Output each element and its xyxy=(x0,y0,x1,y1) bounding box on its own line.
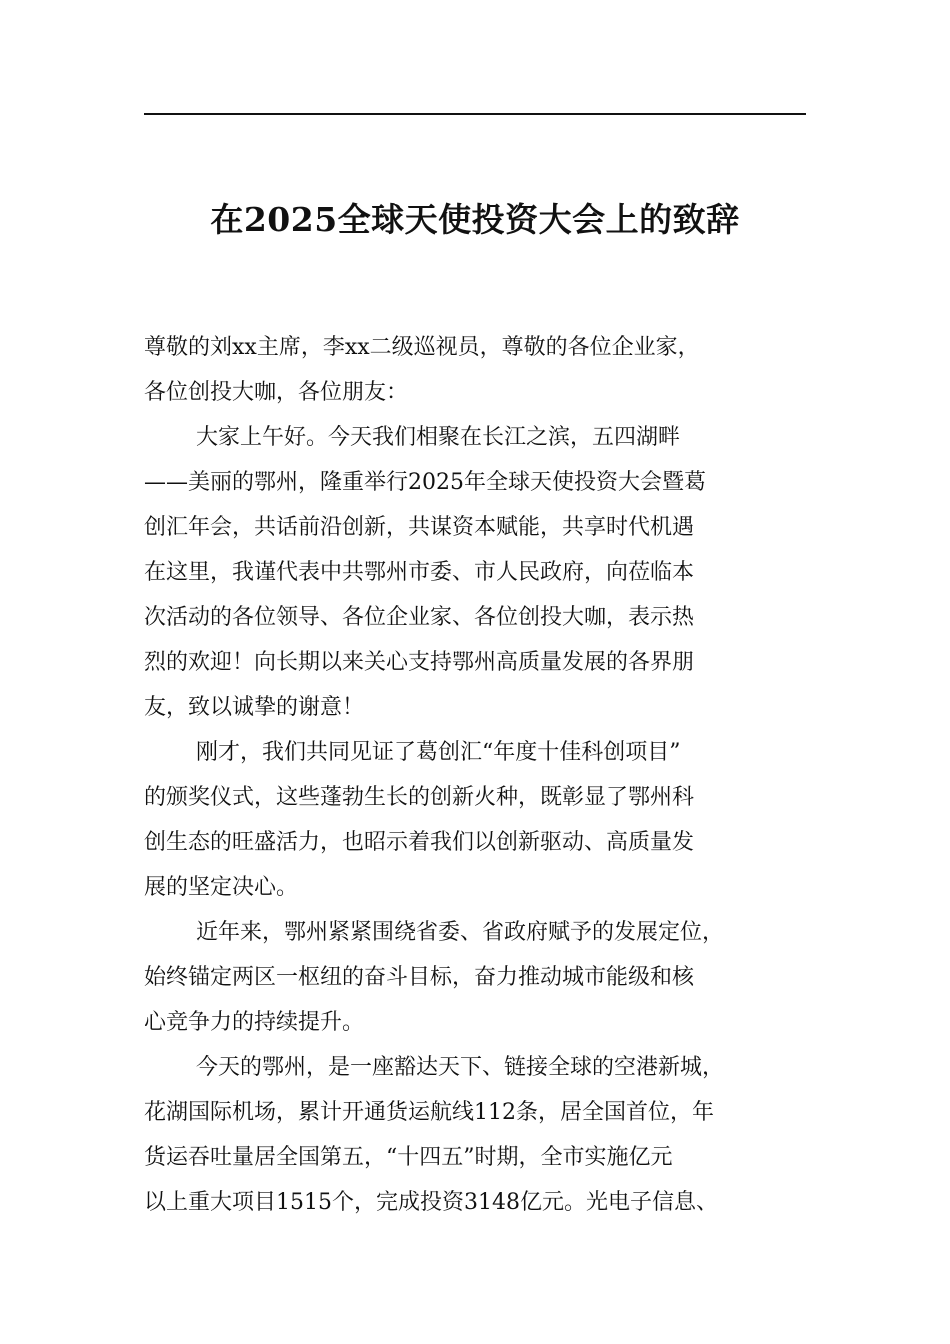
paragraph-line: 展的坚定决心。 xyxy=(144,875,299,900)
paragraph-line: 创生态的旺盛活力，也昭示着我们以创新驱动、高质量发 xyxy=(144,830,695,855)
paragraph-line: ——美丽的鄂州，隆重举行2025年全球天使投资大会暨葛 xyxy=(144,470,706,495)
paragraph-line: 尊敬的刘xx主席，李xx二级巡视员，尊敬的各位企业家， xyxy=(144,335,700,360)
document-body xyxy=(144,325,806,1225)
document-title: 在2025全球天使投资大会上的致辞 xyxy=(210,200,740,239)
paragraph-line: 花湖国际机场，累计开通货运航线112条，居全国首位，年 xyxy=(144,1100,714,1125)
paragraph-first-line: 今天的鄂州，是一座豁达天下、链接全球的空港新城， xyxy=(196,1055,725,1080)
paragraph-first-line: 近年来，鄂州紧紧围绕省委、省政府赋予的发展定位， xyxy=(196,920,725,945)
paragraph-line: 以上重大项目1515个，完成投资3148亿元。光电子信息、 xyxy=(144,1190,718,1215)
paragraph-first-line: 大家上午好。今天我们相聚在长江之滨，五四湖畔 xyxy=(196,425,681,450)
paragraph-line: 始终锚定两区一枢纽的奋斗目标，奋力推动城市能级和核 xyxy=(144,965,695,990)
paragraph-line: 创汇年会，共话前沿创新，共谋资本赋能，共享时代机遇 xyxy=(144,515,695,540)
paragraph-line: 的颁奖仪式，这些蓬勃生长的创新火种，既彰显了鄂州科 xyxy=(144,785,695,810)
paragraph-line: 心竞争力的持续提升。 xyxy=(144,1010,365,1035)
paragraph-first-line: 刚才，我们共同见证了葛创汇“年度十佳科创项目” xyxy=(196,740,681,765)
paragraph-line: 各位创投大咖，各位朋友： xyxy=(144,380,409,405)
paragraph-line: 货运吞吐量居全国第五，“十四五”时期，全市实施亿元 xyxy=(144,1145,673,1170)
paragraph-line: 烈的欢迎！向长期以来关心支持鄂州高质量发展的各界朋 xyxy=(144,650,695,675)
paragraph-line: 次活动的各位领导、各位企业家、各位创投大咖，表示热 xyxy=(144,605,695,630)
paragraph-line: 友，致以诚挚的谢意！ xyxy=(144,695,365,720)
header-rule xyxy=(144,113,806,115)
paragraph-line: 在这里，我谨代表中共鄂州市委、市人民政府，向莅临本 xyxy=(144,560,695,585)
